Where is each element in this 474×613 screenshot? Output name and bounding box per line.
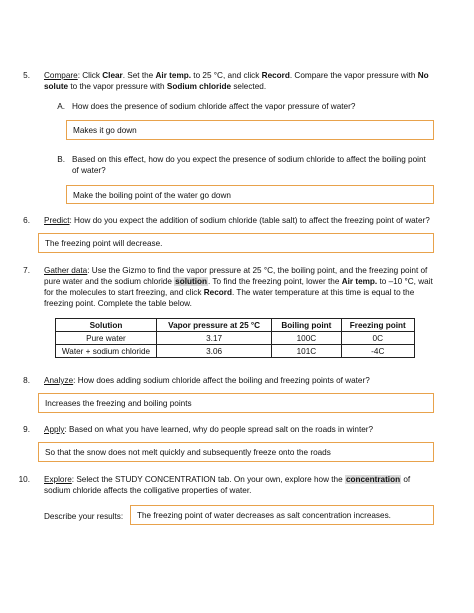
q5-bold-clear: Clear	[102, 71, 123, 80]
q7-bold-air-temp: Air temp.	[341, 277, 378, 286]
table-cell[interactable]: 3.06	[156, 345, 271, 358]
q5-bold-no: No	[417, 71, 429, 80]
q5a-answer-box[interactable]	[66, 120, 434, 140]
q10-highlight-concentration: concentration	[345, 475, 401, 484]
q5-text: : Click	[77, 71, 103, 80]
q7-data-table	[55, 318, 415, 358]
q5-text: . Compare the vapor pressure with	[289, 71, 418, 80]
q6-answer: The freezing point will decrease.	[45, 239, 163, 248]
q5-bold-record: Record	[261, 71, 290, 80]
q9-prompt	[44, 424, 469, 435]
q7-text: pure water and the sodium chloride	[44, 277, 175, 286]
table-header: Solution	[56, 319, 157, 332]
q7-text: freezing point. Complete the table below.	[44, 299, 192, 308]
q5-text: to 25 °C, and click	[191, 71, 262, 80]
q8-number: 8.	[23, 376, 30, 385]
q7-text: for the molecules to start freezing, and click	[44, 288, 204, 297]
table-cell: Pure water	[56, 332, 157, 345]
q8-label: Analyze	[44, 376, 74, 385]
q10-describe-label: Describe your results:	[44, 512, 124, 521]
table-header: Vapor pressure at 25 °C	[156, 319, 271, 332]
q6-prompt	[44, 215, 469, 226]
table-cell[interactable]: 3.17	[156, 332, 271, 345]
q7-text: : Use the Gizmo to find the vapor pressure at 25 °C, the boiling point, and the freezing point of	[87, 266, 428, 275]
q10-text: of	[401, 475, 411, 484]
q8-text: : How does adding sodium chloride affect the boiling and freezing points of water?	[73, 376, 370, 385]
q10-answer-box[interactable]	[130, 505, 434, 525]
q9-number: 9.	[23, 425, 30, 434]
table-header: Freezing point	[341, 319, 414, 332]
q5a-answer: Makes it go down	[73, 126, 137, 135]
q5-bold-air-temp: Air temp.	[155, 71, 192, 80]
q7-label: Gather data	[44, 266, 88, 275]
q5-prompt	[44, 70, 464, 92]
q7-text: to –10 °C, wait	[377, 277, 433, 286]
q10-number: 10.	[18, 475, 30, 484]
q7-highlight-solution: solution	[175, 277, 208, 286]
q8-answer-box[interactable]	[38, 393, 434, 413]
q10-text: sodium chloride affects the colligative properties of water.	[44, 486, 252, 495]
q9-answer: So that the snow does not melt quickly and subsequently freeze onto the roads	[45, 448, 331, 457]
q10-label: Explore	[44, 475, 72, 484]
q6-text: : How do you expect the addition of sodium chloride (table salt) to affect the freezing point of water?	[69, 216, 430, 225]
table-cell[interactable]: -4C	[341, 345, 414, 358]
q9-text: : Based on what you have learned, why do people spread salt on the roads in winter?	[64, 425, 374, 434]
q6-number: 6.	[23, 216, 30, 225]
q5-text: selected.	[231, 82, 267, 91]
q7-text: . To find the freezing point, lower the	[208, 277, 342, 286]
table-cell[interactable]: 0C	[341, 332, 414, 345]
q7-bold-record: Record	[203, 288, 232, 297]
q8-prompt	[44, 375, 469, 386]
q5-bold-sodium-chloride: Sodium chloride	[166, 82, 232, 91]
q5-text: to the vapor pressure with	[68, 82, 167, 91]
q8-answer: Increases the freezing and boiling points	[45, 399, 192, 408]
table-row	[56, 345, 415, 358]
q10-text: : Select the STUDY CONCENTRATION tab. On your own, explore how the	[71, 475, 345, 484]
q5b-line: Based on this effect, how do you expect the presence of sodium chloride to affect the boiling point	[72, 155, 426, 164]
q10-prompt	[44, 474, 469, 496]
q5a-prompt: How does the presence of sodium chloride affect the vapor pressure of water?	[72, 102, 356, 111]
table-header-row	[56, 319, 415, 332]
q10-answer: The freezing point of water decreases as salt concentration increases.	[137, 511, 391, 520]
table-cell[interactable]: 100C	[272, 332, 341, 345]
q5b-prompt	[72, 154, 467, 176]
q5b-line: of water?	[72, 166, 106, 175]
table-header: Boiling point	[272, 319, 341, 332]
q5-number: 5.	[23, 71, 30, 80]
table-row	[56, 332, 415, 345]
q5-bold-solute: solute	[44, 82, 69, 91]
q5-text: . Set the	[122, 71, 156, 80]
q6-label: Predict	[44, 216, 70, 225]
q7-prompt	[44, 265, 469, 309]
q5a-number: A.	[57, 102, 65, 111]
q5b-number: B.	[57, 155, 65, 164]
q6-answer-box[interactable]	[38, 233, 434, 253]
q9-answer-box[interactable]	[38, 442, 434, 462]
q9-label: Apply	[44, 425, 65, 434]
q5b-answer: Make the boiling point of the water go down	[73, 191, 231, 200]
q5-label: Compare	[44, 71, 78, 80]
q7-text: . The water temperature at this time is equal to the	[231, 288, 415, 297]
q7-number: 7.	[23, 266, 30, 275]
q5b-answer-box[interactable]	[66, 185, 434, 204]
table-cell[interactable]: 101C	[272, 345, 341, 358]
table-cell: Water + sodium chloride	[56, 345, 157, 358]
